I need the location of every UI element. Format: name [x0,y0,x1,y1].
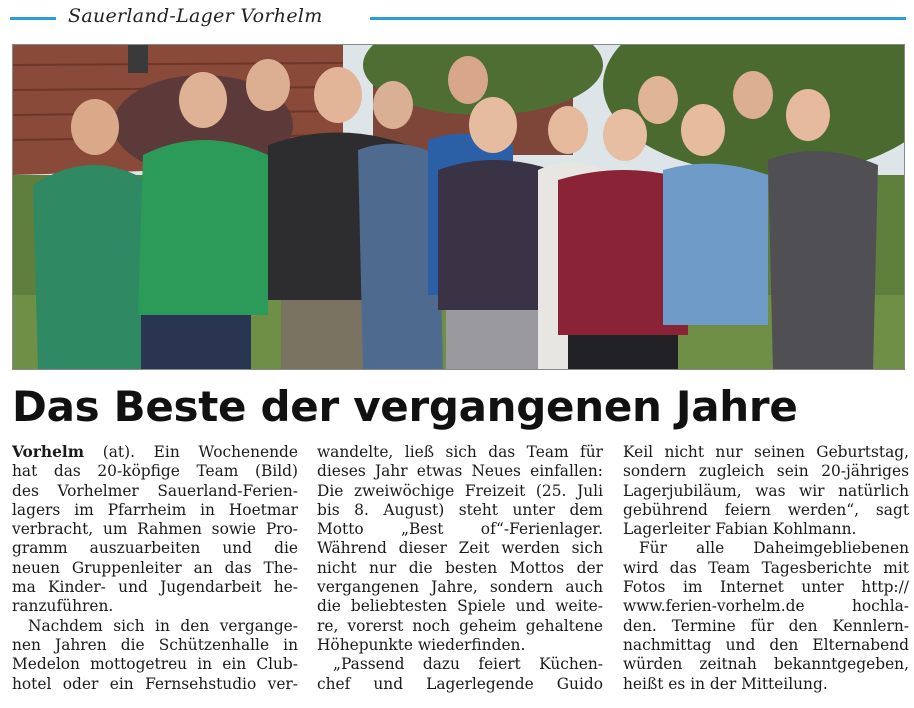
section-kicker [0,4,914,30]
article-headline: Das Beste der vergangenen Jahre [12,382,798,431]
text-line: re, vorerst noch geheim gehaltene [317,616,603,635]
text-line: neuen Gruppenleiter an das The- [12,558,298,577]
text-line: Höhepunkte wiederfinden. [317,635,526,654]
text-line: Keil nicht nur seinen Geburtstag, [623,443,909,461]
text-line: ma Kinder- und Jugendarbeit he- [12,578,298,597]
text-line: Motto „Best of“-Ferienlager. [317,520,603,539]
text-line: wird das Team Tagesberichte mit [623,558,909,577]
text-line: „Passend dazu feiert Küchen- [333,655,603,674]
text-line: verbracht, um Rahmen sowie Pro- [12,520,298,539]
group-photo-illustration [13,45,905,370]
kicker-label: Sauerland-Lager Vorhelm [68,5,323,27]
text-line: Lagerleiter Fabian Kohlmann. [623,520,857,539]
text-line: heißt es in der Mitteilung. [623,674,828,693]
text-line: nachmittag und den Elternabend [623,635,909,654]
text-line: Medelon mottogetreu in ein Club- [12,655,298,674]
paragraph-5 [623,443,909,539]
article-column-2 [317,443,603,694]
article-column-3 [623,443,909,694]
text-line: Die zweiwöchige Freizeit (25. Juli [317,481,603,500]
text-line: dieses Jahr etwas Neues einfallen: [317,462,603,481]
text-line: vergangenen Jahre, sondern auch [317,578,603,597]
text-line: gebührend feiern werden“, sagt [623,500,909,519]
text-line: ranzuführen. [12,597,114,616]
text-line: gramm auszuarbeiten und die [12,539,298,558]
group-photo [12,44,905,370]
text-line: (at). Ein Wochenende [84,443,298,461]
text-line: wandelte, ließ sich das Team für [317,443,603,461]
text-line: Nachdem sich in den vergange- [28,616,298,635]
text-line: chef und Lagerlegende Guido [317,674,603,693]
dateline: Vorhelm [12,443,85,461]
text-line: nen Jahren die Schützenhalle in [12,635,298,654]
paragraph-2 [12,617,298,694]
text-line: www.ferien-vorhelm.de hochla- [623,597,909,616]
text-line: würden zeitnah bekanntgegeben, [623,655,909,674]
article-column-1 [12,443,298,694]
kicker-rule-right [370,17,906,20]
text-line: Für alle Daheimgebliebenen [639,539,909,558]
paragraph-3 [317,443,603,655]
text-line: den. Termine für den Kennlern- [623,616,909,635]
paragraph-6 [623,539,909,693]
text-line: nicht nur die besten Mottos der [317,558,603,577]
text-line: hotel oder ein Fernsehstudio ver- [12,674,298,693]
text-line: des Vorhelmer Sauerland-Ferien- [12,481,298,500]
text-line: hat das 20-köpfige Team (Bild) [12,462,298,481]
paragraph-1 [12,443,298,617]
text-line: die beliebtesten Spiele und weite- [317,597,603,616]
kicker-rule-left [10,17,56,20]
text-line: Während dieser Zeit werden sich [317,539,603,558]
text-line: sondern zugleich sein 20-jähriges [623,462,909,481]
text-line: Fotos im Internet unter http:// [623,578,909,597]
paragraph-4 [317,655,603,694]
text-line: bis 8. August) steht unter dem [317,500,603,519]
text-line: Lagerjubiläum, was wir natürlich [623,481,909,500]
text-line: lagers im Pfarrheim in Hoetmar [12,500,298,519]
